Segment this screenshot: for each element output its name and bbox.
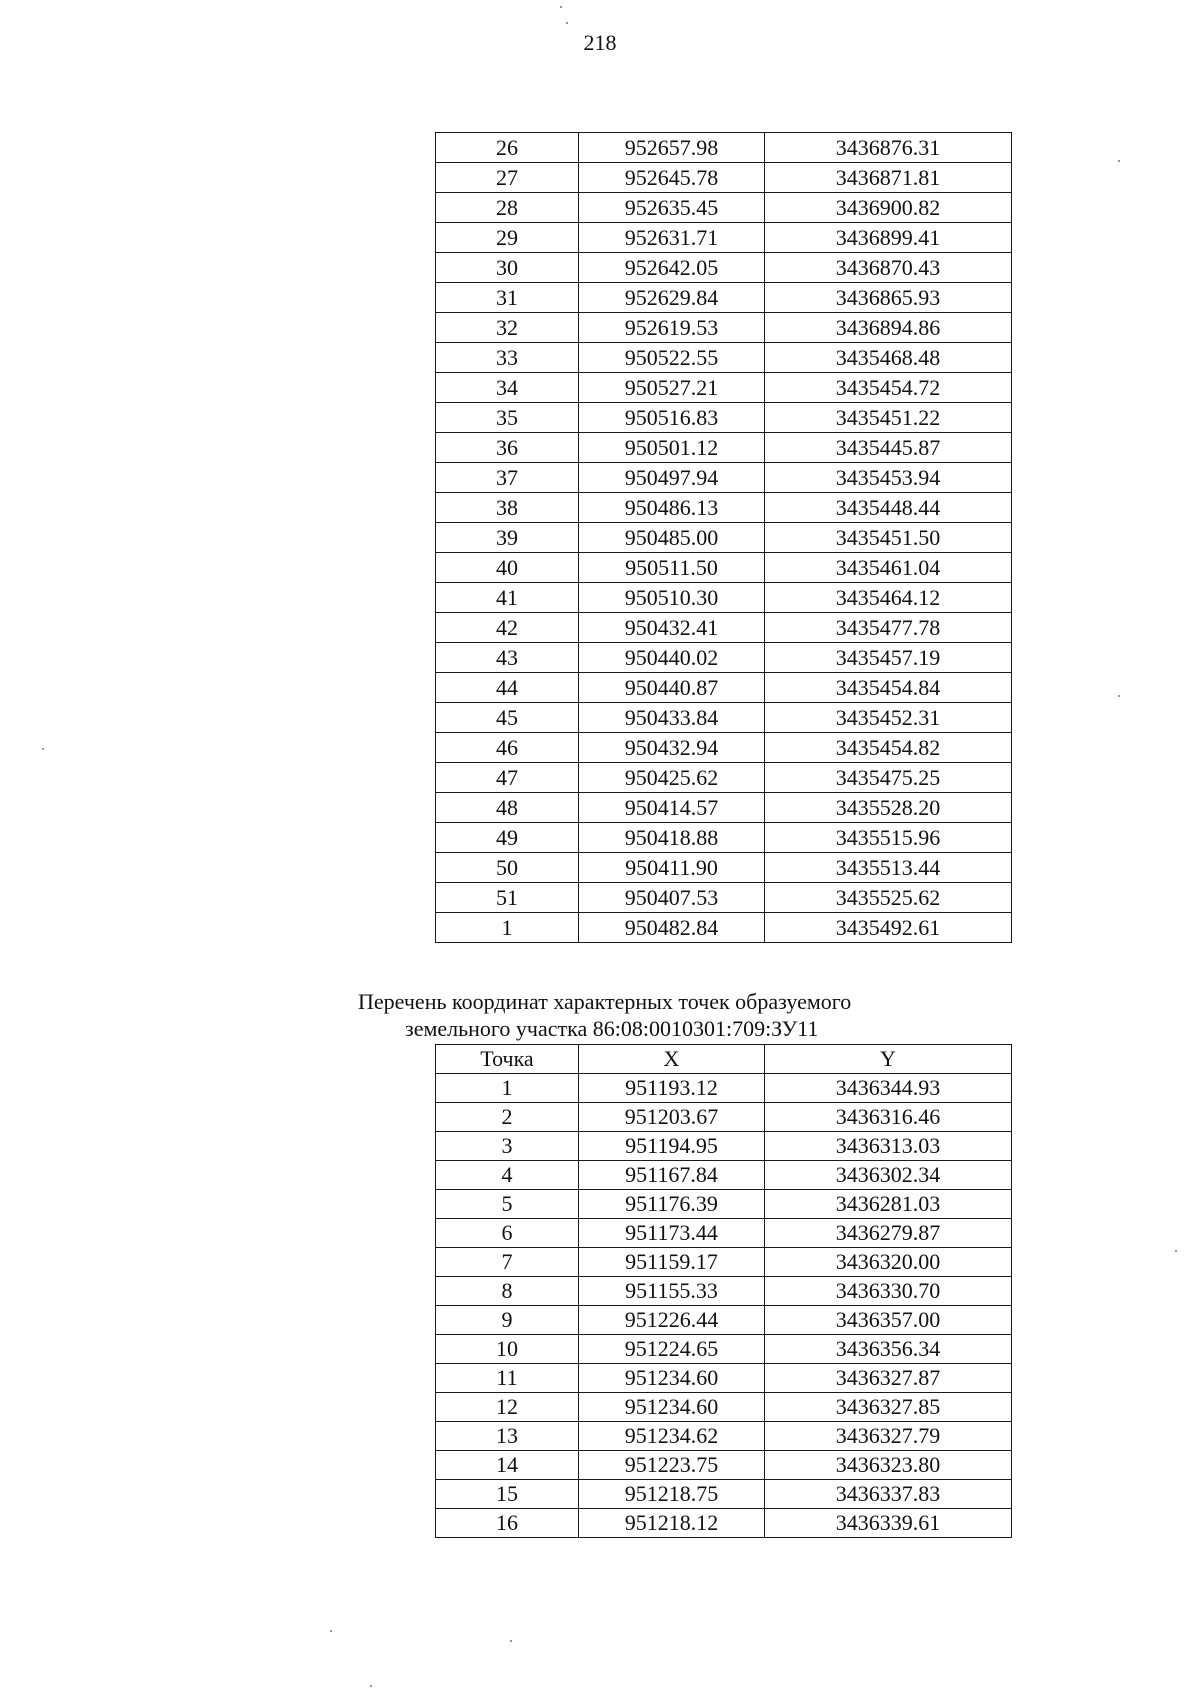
y-coordinate-cell: 3436320.00 [765, 1248, 1012, 1277]
scan-speck [42, 748, 44, 750]
point-number-cell: 11 [436, 1364, 579, 1393]
y-coordinate-cell: 3436279.87 [765, 1219, 1012, 1248]
y-coordinate-cell: 3435453.94 [765, 463, 1012, 493]
scan-speck [566, 22, 568, 24]
table-caption [340, 988, 920, 1042]
table-row [436, 823, 1012, 853]
table-row [436, 1132, 1012, 1161]
point-number-cell: 48 [436, 793, 579, 823]
x-coordinate-cell: 951218.75 [579, 1480, 765, 1509]
point-number-cell: 13 [436, 1422, 579, 1451]
table-header [436, 1045, 1012, 1074]
point-number-cell: 38 [436, 493, 579, 523]
point-number-cell: 43 [436, 643, 579, 673]
column-header-x: X [579, 1045, 765, 1074]
x-coordinate-cell: 952657.98 [579, 133, 765, 163]
y-coordinate-cell: 3435464.12 [765, 583, 1012, 613]
x-coordinate-cell: 950501.12 [579, 433, 765, 463]
point-number-cell: 26 [436, 133, 579, 163]
y-coordinate-cell: 3436344.93 [765, 1074, 1012, 1103]
x-coordinate-cell: 950522.55 [579, 343, 765, 373]
y-coordinate-cell: 3436870.43 [765, 253, 1012, 283]
point-number-cell: 44 [436, 673, 579, 703]
scan-speck [560, 6, 562, 8]
y-coordinate-cell: 3435515.96 [765, 823, 1012, 853]
x-coordinate-cell: 950485.00 [579, 523, 765, 553]
table-row [436, 763, 1012, 793]
x-coordinate-cell: 952631.71 [579, 223, 765, 253]
x-coordinate-cell: 951173.44 [579, 1219, 765, 1248]
point-number-cell: 37 [436, 463, 579, 493]
y-coordinate-cell: 3436357.00 [765, 1306, 1012, 1335]
table-row [436, 1161, 1012, 1190]
table-row [436, 1074, 1012, 1103]
x-coordinate-cell: 952645.78 [579, 163, 765, 193]
x-coordinate-cell: 950527.21 [579, 373, 765, 403]
table-row [436, 703, 1012, 733]
table-row [436, 733, 1012, 763]
point-number-cell: 50 [436, 853, 579, 883]
y-coordinate-cell: 3435457.19 [765, 643, 1012, 673]
y-coordinate-cell: 3435468.48 [765, 343, 1012, 373]
x-coordinate-cell: 950411.90 [579, 853, 765, 883]
point-number-cell: 15 [436, 1480, 579, 1509]
x-coordinate-cell: 951234.60 [579, 1364, 765, 1393]
x-coordinate-cell: 952619.53 [579, 313, 765, 343]
point-number-cell: 47 [436, 763, 579, 793]
table-row [436, 913, 1012, 943]
table-row [436, 613, 1012, 643]
x-coordinate-cell: 951155.33 [579, 1277, 765, 1306]
scan-speck [510, 1640, 512, 1642]
scan-speck [370, 1685, 372, 1687]
x-coordinate-cell: 950425.62 [579, 763, 765, 793]
x-coordinate-cell: 951203.67 [579, 1103, 765, 1132]
table-row [436, 523, 1012, 553]
y-coordinate-cell: 3436339.61 [765, 1509, 1012, 1538]
y-coordinate-cell: 3436313.03 [765, 1132, 1012, 1161]
x-coordinate-cell: 950486.13 [579, 493, 765, 523]
x-coordinate-cell: 951234.62 [579, 1422, 765, 1451]
table-row [436, 793, 1012, 823]
point-number-cell: 34 [436, 373, 579, 403]
table-row [436, 1422, 1012, 1451]
y-coordinate-cell: 3436323.80 [765, 1451, 1012, 1480]
x-coordinate-cell: 950418.88 [579, 823, 765, 853]
table-row [436, 643, 1012, 673]
x-coordinate-cell: 950516.83 [579, 403, 765, 433]
y-coordinate-cell: 3435461.04 [765, 553, 1012, 583]
table-row [436, 883, 1012, 913]
x-coordinate-cell: 951193.12 [579, 1074, 765, 1103]
table-row [436, 1248, 1012, 1277]
header-row [436, 1045, 1012, 1074]
y-coordinate-cell: 3436281.03 [765, 1190, 1012, 1219]
y-coordinate-cell: 3436327.79 [765, 1422, 1012, 1451]
caption-line-2: земельного участка 86:08:0010301:709:ЗУ11 [405, 1016, 819, 1041]
table-row [436, 1480, 1012, 1509]
coordinates-table-zu11 [435, 1044, 1012, 1538]
x-coordinate-cell: 950414.57 [579, 793, 765, 823]
table-row [436, 1277, 1012, 1306]
x-coordinate-cell: 950407.53 [579, 883, 765, 913]
y-coordinate-cell: 3436865.93 [765, 283, 1012, 313]
scan-speck [1118, 160, 1120, 162]
point-number-cell: 8 [436, 1277, 579, 1306]
table-row [436, 583, 1012, 613]
x-coordinate-cell: 952642.05 [579, 253, 765, 283]
table-row [436, 463, 1012, 493]
table-row [436, 1393, 1012, 1422]
table-row [436, 1335, 1012, 1364]
point-number-cell: 1 [436, 1074, 579, 1103]
table-row [436, 433, 1012, 463]
point-number-cell: 33 [436, 343, 579, 373]
y-coordinate-cell: 3436316.46 [765, 1103, 1012, 1132]
y-coordinate-cell: 3436327.87 [765, 1364, 1012, 1393]
point-number-cell: 45 [436, 703, 579, 733]
y-coordinate-cell: 3436900.82 [765, 193, 1012, 223]
y-coordinate-cell: 3436876.31 [765, 133, 1012, 163]
table-row [436, 373, 1012, 403]
y-coordinate-cell: 3435448.44 [765, 493, 1012, 523]
table-row [436, 1219, 1012, 1248]
point-number-cell: 49 [436, 823, 579, 853]
point-number-cell: 6 [436, 1219, 579, 1248]
x-coordinate-cell: 952629.84 [579, 283, 765, 313]
y-coordinate-cell: 3435452.31 [765, 703, 1012, 733]
y-coordinate-cell: 3435451.22 [765, 403, 1012, 433]
y-coordinate-cell: 3435454.72 [765, 373, 1012, 403]
table-row [436, 403, 1012, 433]
x-coordinate-cell: 950510.30 [579, 583, 765, 613]
y-coordinate-cell: 3436356.34 [765, 1335, 1012, 1364]
y-coordinate-cell: 3435451.50 [765, 523, 1012, 553]
caption-line-1: Перечень координат характерных точек образуемого [358, 989, 852, 1014]
table-body [436, 1074, 1012, 1538]
table-row [436, 163, 1012, 193]
table-row [436, 193, 1012, 223]
point-number-cell: 30 [436, 253, 579, 283]
point-number-cell: 51 [436, 883, 579, 913]
point-number-cell: 5 [436, 1190, 579, 1219]
point-number-cell: 4 [436, 1161, 579, 1190]
point-number-cell: 16 [436, 1509, 579, 1538]
y-coordinate-cell: 3435525.62 [765, 883, 1012, 913]
point-number-cell: 14 [436, 1451, 579, 1480]
y-coordinate-cell: 3436894.86 [765, 313, 1012, 343]
x-coordinate-cell: 951223.75 [579, 1451, 765, 1480]
x-coordinate-cell: 951167.84 [579, 1161, 765, 1190]
y-coordinate-cell: 3435454.82 [765, 733, 1012, 763]
table-row [436, 1509, 1012, 1538]
table-row [436, 313, 1012, 343]
y-coordinate-cell: 3435445.87 [765, 433, 1012, 463]
y-coordinate-cell: 3436899.41 [765, 223, 1012, 253]
point-number-cell: 46 [436, 733, 579, 763]
x-coordinate-cell: 951194.95 [579, 1132, 765, 1161]
point-number-cell: 28 [436, 193, 579, 223]
column-header-point: Точка [436, 1045, 579, 1074]
table-row [436, 1103, 1012, 1132]
table-body [436, 133, 1012, 943]
x-coordinate-cell: 950440.02 [579, 643, 765, 673]
x-coordinate-cell: 950440.87 [579, 673, 765, 703]
point-number-cell: 2 [436, 1103, 579, 1132]
y-coordinate-cell: 3435475.25 [765, 763, 1012, 793]
y-coordinate-cell: 3436871.81 [765, 163, 1012, 193]
y-coordinate-cell: 3435513.44 [765, 853, 1012, 883]
x-coordinate-cell: 951218.12 [579, 1509, 765, 1538]
y-coordinate-cell: 3436330.70 [765, 1277, 1012, 1306]
x-coordinate-cell: 951226.44 [579, 1306, 765, 1335]
point-number-cell: 31 [436, 283, 579, 313]
x-coordinate-cell: 952635.45 [579, 193, 765, 223]
point-number-cell: 35 [436, 403, 579, 433]
table-row [436, 1364, 1012, 1393]
table-row [436, 493, 1012, 523]
table-row [436, 853, 1012, 883]
x-coordinate-cell: 950511.50 [579, 553, 765, 583]
table-row [436, 343, 1012, 373]
y-coordinate-cell: 3435528.20 [765, 793, 1012, 823]
scan-speck [1175, 1250, 1177, 1252]
y-coordinate-cell: 3436302.34 [765, 1161, 1012, 1190]
point-number-cell: 41 [436, 583, 579, 613]
point-number-cell: 29 [436, 223, 579, 253]
x-coordinate-cell: 950433.84 [579, 703, 765, 733]
table-row [436, 283, 1012, 313]
point-number-cell: 32 [436, 313, 579, 343]
y-coordinate-cell: 3436337.83 [765, 1480, 1012, 1509]
table-row [436, 223, 1012, 253]
point-number-cell: 36 [436, 433, 579, 463]
table-row [436, 133, 1012, 163]
y-coordinate-cell: 3435492.61 [765, 913, 1012, 943]
x-coordinate-cell: 951176.39 [579, 1190, 765, 1219]
x-coordinate-cell: 950432.94 [579, 733, 765, 763]
table-row [436, 253, 1012, 283]
x-coordinate-cell: 951234.60 [579, 1393, 765, 1422]
point-number-cell: 39 [436, 523, 579, 553]
table-row [436, 553, 1012, 583]
point-number-cell: 40 [436, 553, 579, 583]
y-coordinate-cell: 3435454.84 [765, 673, 1012, 703]
point-number-cell: 27 [436, 163, 579, 193]
point-number-cell: 12 [436, 1393, 579, 1422]
y-coordinate-cell: 3435477.78 [765, 613, 1012, 643]
scan-speck [330, 1630, 332, 1632]
point-number-cell: 9 [436, 1306, 579, 1335]
y-coordinate-cell: 3436327.85 [765, 1393, 1012, 1422]
table-row [436, 1451, 1012, 1480]
scan-speck [1118, 695, 1120, 697]
point-number-cell: 1 [436, 913, 579, 943]
x-coordinate-cell: 951224.65 [579, 1335, 765, 1364]
table-row [436, 1190, 1012, 1219]
table-row [436, 673, 1012, 703]
x-coordinate-cell: 950497.94 [579, 463, 765, 493]
page-number: 218 [583, 30, 617, 55]
point-number-cell: 10 [436, 1335, 579, 1364]
x-coordinate-cell: 951159.17 [579, 1248, 765, 1277]
point-number-cell: 7 [436, 1248, 579, 1277]
coordinates-table-continued [435, 132, 1012, 943]
column-header-y: Y [765, 1045, 1012, 1074]
x-coordinate-cell: 950432.41 [579, 613, 765, 643]
point-number-cell: 3 [436, 1132, 579, 1161]
x-coordinate-cell: 950482.84 [579, 913, 765, 943]
point-number-cell: 42 [436, 613, 579, 643]
table-row [436, 1306, 1012, 1335]
